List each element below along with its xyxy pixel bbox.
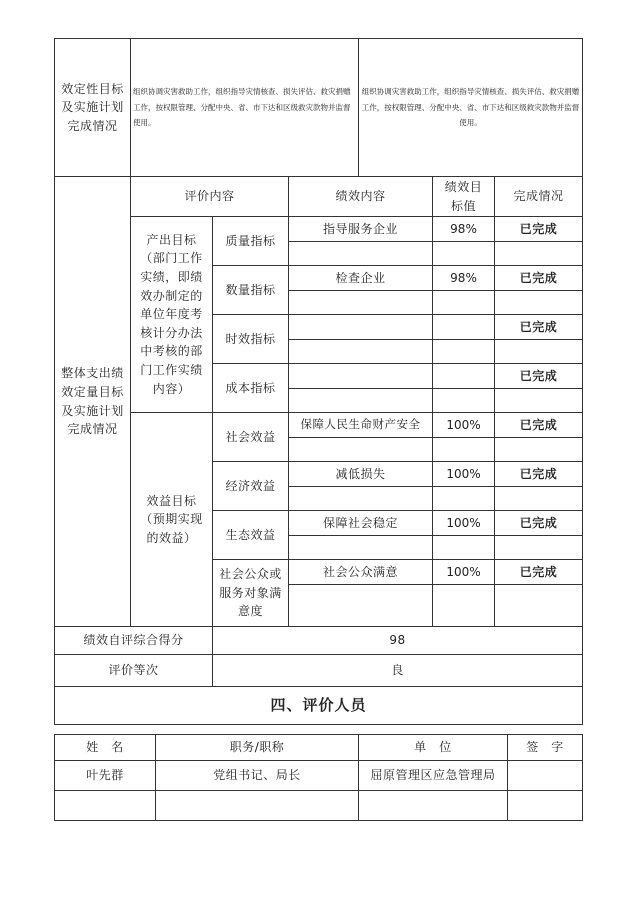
empty-cell [433,536,495,560]
empty-cell [495,536,583,560]
category-cell: 社会公众或服务对象满意度 [213,560,289,627]
empty-cell [156,791,359,821]
empty-cell [289,389,433,413]
grade-value: 良 [213,655,583,687]
status-cell: 已完成 [495,462,583,487]
output-group-label: 产出目标（部门工作实绩，即绩效办制定的单位年度考核计分办法中考核的部门工作实绩内容） [131,217,213,413]
category-cell: 成本指标 [213,364,289,413]
target-cell: 100% [433,511,495,536]
content-cell: 指导服务企业 [289,217,433,242]
grade-label: 评价等次 [55,655,213,687]
quantitative-row-label: 整体支出绩效定量目标及实施计划完成情况 [55,177,131,627]
empty-cell [289,487,433,511]
empty-cell [289,242,433,266]
status-cell: 已完成 [495,413,583,438]
qualitative-target-label: 效定性目标及实施计划完成情况 [55,39,131,177]
indicators-header-row [55,177,583,217]
evaluator-title: 党组书记、局长 [156,761,359,791]
content-cell [289,315,433,340]
header-name: 姓 名 [55,735,156,761]
content-cell: 检查企业 [289,266,433,291]
empty-cell [495,487,583,511]
empty-cell [495,242,583,266]
empty-cell [433,291,495,315]
target-cell: 98% [433,217,495,242]
empty-cell [289,585,433,627]
category-cell: 质量指标 [213,217,289,266]
empty-cell [495,291,583,315]
header-target: 绩效目标值 [433,177,495,217]
grade-row [55,655,583,687]
evaluator-unit: 屈原管理区应急管理局 [359,761,508,791]
header-performance: 绩效内容 [289,177,433,217]
empty-cell [433,242,495,266]
empty-cell [495,389,583,413]
indicators-table [54,176,583,725]
section-title-row [55,687,583,725]
header-sign: 签 字 [508,735,583,761]
empty-cell [508,791,583,821]
target-description: 组织协调灾害救助工作，组织指导灾情核查、损失评估、救灾捐赠工作，按权限管理、分配中央、省、市下达和区级救灾款物并监督使用。 [131,39,359,177]
evaluators-table [54,734,583,821]
benefit-group-label: 效益目标（预期实现的效益） [131,413,213,627]
target-cell: 100% [433,462,495,487]
evaluator-row [55,761,583,791]
empty-cell [55,791,156,821]
status-cell: 已完成 [495,511,583,536]
category-cell: 数量指标 [213,266,289,315]
category-cell: 生态效益 [213,511,289,560]
empty-cell [433,585,495,627]
category-cell: 社会效益 [213,413,289,462]
empty-cell [289,438,433,462]
status-cell: 已完成 [495,364,583,389]
target-cell: 98% [433,266,495,291]
score-label: 绩效自评综合得分 [55,627,213,655]
table-row [55,217,583,242]
content-cell: 保障人民生命财产安全 [289,413,433,438]
empty-cell [433,389,495,413]
empty-cell [433,438,495,462]
table-row [55,413,583,438]
completion-description: 组织协调灾害救助工作，组织指导灾情核查、损失评估、救灾捐赠工作，按权限管理、分配中央、省、市下达和区级救灾款物并监督使用。 [359,39,583,177]
score-value: 98 [213,627,583,655]
empty-cell [495,340,583,364]
empty-cell [433,487,495,511]
target-cell [433,364,495,389]
empty-cell [289,291,433,315]
status-cell: 已完成 [495,217,583,242]
empty-cell [289,536,433,560]
content-cell: 保障社会稳定 [289,511,433,536]
empty-cell [433,340,495,364]
header-status: 完成情况 [495,177,583,217]
empty-cell [359,791,508,821]
header-title: 职务/职称 [156,735,359,761]
content-cell [289,364,433,389]
content-cell: 减低损失 [289,462,433,487]
category-cell: 时效指标 [213,315,289,364]
evaluator-sign [508,761,583,791]
status-cell: 已完成 [495,560,583,585]
category-cell: 经济效益 [213,462,289,511]
empty-cell [495,438,583,462]
content-cell: 社会公众满意 [289,560,433,585]
status-cell: 已完成 [495,315,583,340]
empty-cell [495,585,583,627]
score-row [55,627,583,655]
evaluator-row-empty [55,791,583,821]
empty-cell [289,340,433,364]
target-cell [433,315,495,340]
header-unit: 单 位 [359,735,508,761]
evaluators-header-row [55,735,583,761]
target-cell: 100% [433,413,495,438]
section-title: 四、评价人员 [55,687,583,725]
header-content: 评价内容 [131,177,289,217]
status-cell: 已完成 [495,266,583,291]
qualitative-target-table [54,38,583,177]
target-cell: 100% [433,560,495,585]
evaluator-name: 叶先群 [55,761,156,791]
